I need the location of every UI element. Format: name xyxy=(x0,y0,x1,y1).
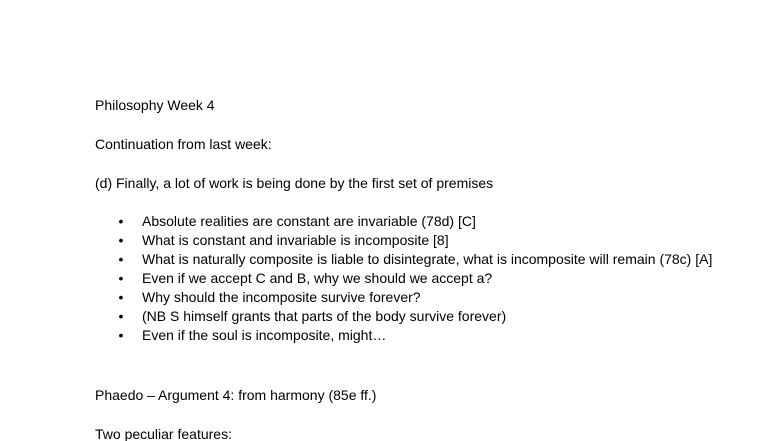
list-item-text: (NB S himself grants that parts of the body survive forever) xyxy=(142,308,507,324)
bullet-icon: • xyxy=(118,327,124,343)
list-item xyxy=(115,326,755,345)
continuation-line: Continuation from last week: xyxy=(95,136,272,152)
list-item xyxy=(115,250,755,269)
argument-heading: Phaedo – Argument 4: from harmony (85e ff.) xyxy=(95,387,377,403)
premise-bullet-list xyxy=(115,212,755,345)
list-item xyxy=(115,269,755,288)
intro-paragraph: (d) Finally, a lot of work is being done by the first set of premises xyxy=(95,175,494,191)
bullet-icon: • xyxy=(118,289,124,305)
bullet-icon: • xyxy=(118,232,124,248)
list-item-text: What is naturally composite is liable to disintegrate, what is incomposite will remain (78c) [A] xyxy=(142,251,713,267)
bullet-icon: • xyxy=(118,270,124,286)
list-item xyxy=(115,231,755,250)
bullet-icon: • xyxy=(118,308,124,324)
list-item xyxy=(115,212,755,231)
peculiar-features-line: Two peculiar features: xyxy=(95,426,232,441)
list-item-text: Even if the soul is incomposite, might… xyxy=(142,327,387,343)
list-item-text: Even if we accept C and B, why we should we accept a? xyxy=(142,270,493,286)
list-item-text: Absolute realities are constant are invariable (78d) [C] xyxy=(142,213,476,229)
list-item xyxy=(115,307,755,326)
bullet-icon: • xyxy=(118,213,124,229)
bullet-icon: • xyxy=(118,251,124,267)
document-title: Philosophy Week 4 xyxy=(95,97,215,113)
list-item-text: What is constant and invariable is incomposite [8] xyxy=(142,232,449,248)
list-item xyxy=(115,288,755,307)
list-item-text: Why should the incomposite survive forever? xyxy=(142,289,421,305)
